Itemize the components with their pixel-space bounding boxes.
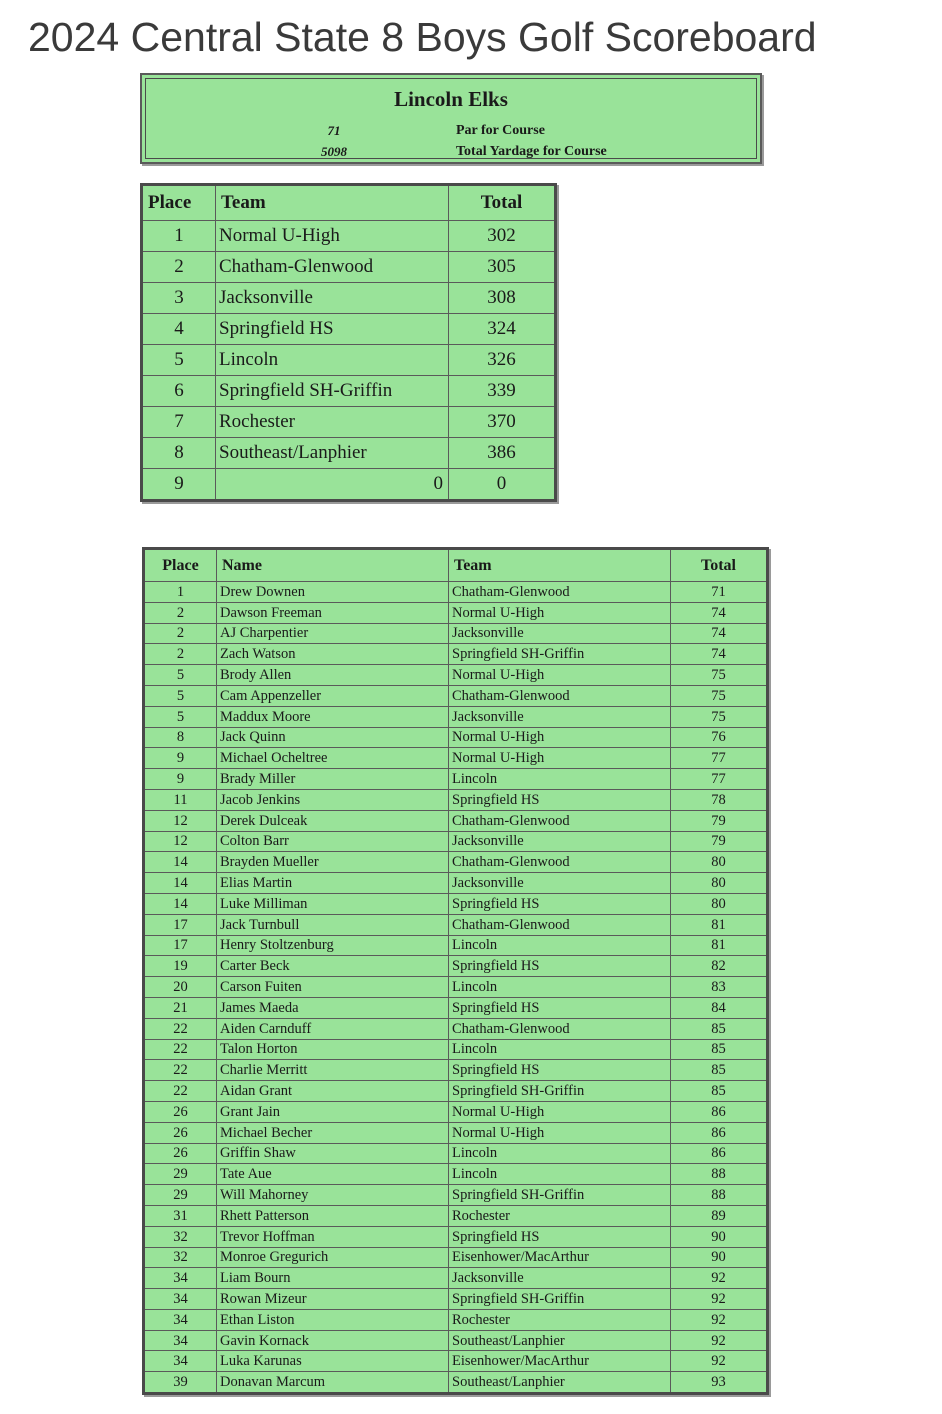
player-name: Griffin Shaw: [217, 1143, 449, 1164]
player-total: 79: [671, 810, 768, 831]
player-total: 89: [671, 1205, 768, 1226]
table-row: [144, 623, 768, 644]
player-team: Jacksonville: [449, 873, 671, 894]
player-total: 84: [671, 997, 768, 1018]
player-team: Springfield HS: [449, 789, 671, 810]
team-name: Lincoln: [216, 345, 449, 376]
player-team: Normal U-High: [449, 602, 671, 623]
table-row: [144, 1372, 768, 1394]
player-team: Chatham-Glenwood: [449, 810, 671, 831]
player-total: 88: [671, 1164, 768, 1185]
yardage-label: Total Yardage for Course: [456, 144, 607, 159]
player-team: Springfield HS: [449, 1226, 671, 1247]
player-place: 14: [144, 873, 217, 894]
player-name: Trevor Hoffman: [217, 1226, 449, 1247]
player-name: Carson Fuiten: [217, 977, 449, 998]
individual-results-table: [142, 547, 769, 1395]
player-name: James Maeda: [217, 997, 449, 1018]
table-row: [142, 283, 556, 314]
player-name: Cam Appenzeller: [217, 685, 449, 706]
player-place: 2: [144, 644, 217, 665]
team-standings-table: [140, 183, 557, 502]
table-row: [144, 685, 768, 706]
table-row: [144, 748, 768, 769]
player-name: Ethan Liston: [217, 1309, 449, 1330]
team-name: Jacksonville: [216, 283, 449, 314]
player-team: Normal U-High: [449, 665, 671, 686]
player-place: 34: [144, 1351, 217, 1372]
table-row: [144, 1018, 768, 1039]
player-team: Chatham-Glenwood: [449, 1018, 671, 1039]
player-place: 34: [144, 1309, 217, 1330]
player-place: 8: [144, 727, 217, 748]
player-total: 81: [671, 914, 768, 935]
player-total: 80: [671, 873, 768, 894]
table-row: [144, 1289, 768, 1310]
player-place: 26: [144, 1122, 217, 1143]
team-place: 1: [142, 221, 216, 252]
player-name: Maddux Moore: [217, 706, 449, 727]
table-row: [144, 873, 768, 894]
player-total: 83: [671, 977, 768, 998]
player-total: 74: [671, 623, 768, 644]
player-team: Lincoln: [449, 769, 671, 790]
table-row: [144, 582, 768, 603]
team-place: 5: [142, 345, 216, 376]
player-name: Luke Milliman: [217, 893, 449, 914]
table-row: [144, 665, 768, 686]
player-total: 85: [671, 1018, 768, 1039]
player-place: 31: [144, 1205, 217, 1226]
player-team: Springfield SH-Griffin: [449, 1185, 671, 1206]
player-place: 22: [144, 1039, 217, 1060]
header-place: Place: [142, 185, 216, 221]
player-place: 21: [144, 997, 217, 1018]
player-total: 85: [671, 1039, 768, 1060]
table-row: [144, 997, 768, 1018]
table-row: [142, 221, 556, 252]
player-place: 17: [144, 914, 217, 935]
player-place: 9: [144, 769, 217, 790]
team-place: 9: [142, 469, 216, 501]
player-team: Springfield HS: [449, 956, 671, 977]
team-name: Normal U-High: [216, 221, 449, 252]
team-name: 0: [216, 469, 449, 501]
player-team: Lincoln: [449, 1143, 671, 1164]
player-total: 85: [671, 1060, 768, 1081]
player-place: 26: [144, 1101, 217, 1122]
player-name: AJ Charpentier: [217, 623, 449, 644]
player-place: 19: [144, 956, 217, 977]
player-team: Rochester: [449, 1205, 671, 1226]
player-total: 92: [671, 1351, 768, 1372]
table-row: [142, 252, 556, 283]
player-place: 29: [144, 1185, 217, 1206]
team-table-header: [142, 185, 556, 221]
team-place: 8: [142, 438, 216, 469]
player-total: 75: [671, 685, 768, 706]
player-name: Liam Bourn: [217, 1268, 449, 1289]
table-row: [144, 1185, 768, 1206]
table-row: [144, 1205, 768, 1226]
player-place: 39: [144, 1372, 217, 1394]
player-total: 86: [671, 1101, 768, 1122]
player-place: 29: [144, 1164, 217, 1185]
player-total: 79: [671, 831, 768, 852]
player-place: 22: [144, 1018, 217, 1039]
team-total: 308: [449, 283, 556, 314]
host-course-name: Lincoln Elks: [394, 87, 508, 111]
player-total: 88: [671, 1185, 768, 1206]
player-place: 1: [144, 582, 217, 603]
player-team: Lincoln: [449, 1039, 671, 1060]
player-total: 82: [671, 956, 768, 977]
player-total: 80: [671, 852, 768, 873]
table-row: [144, 1122, 768, 1143]
player-name: Brady Miller: [217, 769, 449, 790]
table-row: [144, 831, 768, 852]
team-total: 326: [449, 345, 556, 376]
player-team: Normal U-High: [449, 748, 671, 769]
player-place: 5: [144, 665, 217, 686]
table-row: [144, 1039, 768, 1060]
player-place: 34: [144, 1268, 217, 1289]
table-row: [144, 1143, 768, 1164]
player-total: 78: [671, 789, 768, 810]
player-total: 81: [671, 935, 768, 956]
player-name: Derek Dulceak: [217, 810, 449, 831]
player-team: Rochester: [449, 1309, 671, 1330]
player-place: 26: [144, 1143, 217, 1164]
table-row: [144, 1309, 768, 1330]
player-name: Will Mahorney: [217, 1185, 449, 1206]
player-name: Rowan Mizeur: [217, 1289, 449, 1310]
player-place: 12: [144, 810, 217, 831]
player-place: 9: [144, 748, 217, 769]
table-row: [144, 935, 768, 956]
table-row: [144, 789, 768, 810]
player-place: 17: [144, 935, 217, 956]
page-title: 2024 Central State 8 Boys Golf Scoreboard: [28, 14, 817, 60]
player-team: Springfield HS: [449, 997, 671, 1018]
player-place: 34: [144, 1289, 217, 1310]
player-team: Jacksonville: [449, 706, 671, 727]
table-row: [144, 810, 768, 831]
team-total: 324: [449, 314, 556, 345]
team-total: 302: [449, 221, 556, 252]
table-row: [144, 1060, 768, 1081]
player-team: Springfield SH-Griffin: [449, 1081, 671, 1102]
player-name: Aiden Carnduff: [217, 1018, 449, 1039]
player-team: Lincoln: [449, 935, 671, 956]
course-info-inner: [145, 78, 757, 159]
player-name: Luka Karunas: [217, 1351, 449, 1372]
player-name: Colton Barr: [217, 831, 449, 852]
player-team: Jacksonville: [449, 1268, 671, 1289]
player-total: 85: [671, 1081, 768, 1102]
player-total: 75: [671, 706, 768, 727]
team-name: Rochester: [216, 407, 449, 438]
player-total: 90: [671, 1247, 768, 1268]
player-name: Brayden Mueller: [217, 852, 449, 873]
table-row: [144, 1101, 768, 1122]
player-place: 14: [144, 893, 217, 914]
player-name: Carter Beck: [217, 956, 449, 977]
table-row: [144, 1164, 768, 1185]
table-row: [144, 1081, 768, 1102]
player-place: 22: [144, 1081, 217, 1102]
player-total: 92: [671, 1268, 768, 1289]
player-total: 93: [671, 1372, 768, 1394]
table-row: [144, 602, 768, 623]
player-name: Elias Martin: [217, 873, 449, 894]
player-place: 32: [144, 1226, 217, 1247]
player-place: 14: [144, 852, 217, 873]
player-name: Brody Allen: [217, 665, 449, 686]
header-team: Team: [449, 549, 671, 582]
player-name: Zach Watson: [217, 644, 449, 665]
player-place: 5: [144, 685, 217, 706]
player-name: Donavan Marcum: [217, 1372, 449, 1394]
player-total: 80: [671, 893, 768, 914]
player-name: Monroe Gregurich: [217, 1247, 449, 1268]
player-place: 22: [144, 1060, 217, 1081]
team-place: 2: [142, 252, 216, 283]
table-row: [142, 314, 556, 345]
team-total: 386: [449, 438, 556, 469]
table-row: [142, 407, 556, 438]
team-place: 4: [142, 314, 216, 345]
table-row: [144, 1330, 768, 1351]
player-name: Drew Downen: [217, 582, 449, 603]
player-team: Springfield HS: [449, 893, 671, 914]
player-place: 34: [144, 1330, 217, 1351]
player-name: Charlie Merritt: [217, 1060, 449, 1081]
table-row: [144, 1268, 768, 1289]
team-name: Springfield HS: [216, 314, 449, 345]
player-team: Southeast/Lanphier: [449, 1330, 671, 1351]
player-total: 71: [671, 582, 768, 603]
team-total: 370: [449, 407, 556, 438]
player-team: Chatham-Glenwood: [449, 685, 671, 706]
player-team: Jacksonville: [449, 623, 671, 644]
table-row: [144, 1247, 768, 1268]
par-label: Par for Course: [456, 123, 545, 138]
table-row: [144, 769, 768, 790]
player-place: 2: [144, 602, 217, 623]
player-table-header: [144, 549, 768, 582]
player-total: 77: [671, 748, 768, 769]
player-team: Southeast/Lanphier: [449, 1372, 671, 1394]
table-row: [144, 727, 768, 748]
player-total: 76: [671, 727, 768, 748]
yardage-value: 5098: [321, 144, 347, 159]
player-team: Springfield SH-Griffin: [449, 1289, 671, 1310]
player-team: Lincoln: [449, 977, 671, 998]
table-row: [144, 852, 768, 873]
player-team: Normal U-High: [449, 1122, 671, 1143]
player-team: Springfield HS: [449, 1060, 671, 1081]
table-row: [144, 1226, 768, 1247]
table-row: [144, 706, 768, 727]
table-row: [142, 376, 556, 407]
player-name: Aidan Grant: [217, 1081, 449, 1102]
player-total: 92: [671, 1289, 768, 1310]
player-name: Rhett Patterson: [217, 1205, 449, 1226]
team-place: 3: [142, 283, 216, 314]
player-team: Eisenhower/MacArthur: [449, 1247, 671, 1268]
table-row: [144, 956, 768, 977]
player-place: 12: [144, 831, 217, 852]
player-total: 90: [671, 1226, 768, 1247]
player-team: Chatham-Glenwood: [449, 582, 671, 603]
table-row: [144, 893, 768, 914]
player-place: 32: [144, 1247, 217, 1268]
player-name: Gavin Kornack: [217, 1330, 449, 1351]
player-total: 92: [671, 1330, 768, 1351]
table-row: [144, 1351, 768, 1372]
player-total: 75: [671, 665, 768, 686]
table-row: [142, 345, 556, 376]
player-team: Normal U-High: [449, 727, 671, 748]
player-team: Lincoln: [449, 1164, 671, 1185]
team-total: 305: [449, 252, 556, 283]
header-team: Team: [216, 185, 449, 221]
player-total: 92: [671, 1309, 768, 1330]
team-name: Southeast/Lanphier: [216, 438, 449, 469]
table-row: [144, 977, 768, 998]
player-place: 2: [144, 623, 217, 644]
player-place: 5: [144, 706, 217, 727]
player-total: 77: [671, 769, 768, 790]
player-team: Normal U-High: [449, 1101, 671, 1122]
course-info-box: [140, 73, 762, 164]
header-total: Total: [671, 549, 768, 582]
player-name: Jacob Jenkins: [217, 789, 449, 810]
player-name: Henry Stoltzenburg: [217, 935, 449, 956]
team-place: 7: [142, 407, 216, 438]
player-name: Jack Turnbull: [217, 914, 449, 935]
team-total: 0: [449, 469, 556, 501]
player-total: 74: [671, 602, 768, 623]
player-team: Eisenhower/MacArthur: [449, 1351, 671, 1372]
par-value: 71: [327, 123, 341, 138]
player-place: 20: [144, 977, 217, 998]
player-name: Jack Quinn: [217, 727, 449, 748]
player-name: Michael Ocheltree: [217, 748, 449, 769]
player-total: 86: [671, 1122, 768, 1143]
player-total: 86: [671, 1143, 768, 1164]
player-total: 74: [671, 644, 768, 665]
team-total: 339: [449, 376, 556, 407]
team-name: Springfield SH-Griffin: [216, 376, 449, 407]
player-name: Tate Aue: [217, 1164, 449, 1185]
player-team: Chatham-Glenwood: [449, 852, 671, 873]
table-row: [144, 644, 768, 665]
player-team: Springfield SH-Griffin: [449, 644, 671, 665]
player-name: Grant Jain: [217, 1101, 449, 1122]
player-name: Dawson Freeman: [217, 602, 449, 623]
team-name: Chatham-Glenwood: [216, 252, 449, 283]
player-team: Jacksonville: [449, 831, 671, 852]
table-row: [144, 914, 768, 935]
table-row: [142, 469, 556, 501]
header-place: Place: [144, 549, 217, 582]
header-name: Name: [217, 549, 449, 582]
player-name: Michael Becher: [217, 1122, 449, 1143]
table-row: [142, 438, 556, 469]
player-team: Chatham-Glenwood: [449, 914, 671, 935]
team-place: 6: [142, 376, 216, 407]
header-total: Total: [449, 185, 556, 221]
player-place: 11: [144, 789, 217, 810]
player-name: Talon Horton: [217, 1039, 449, 1060]
